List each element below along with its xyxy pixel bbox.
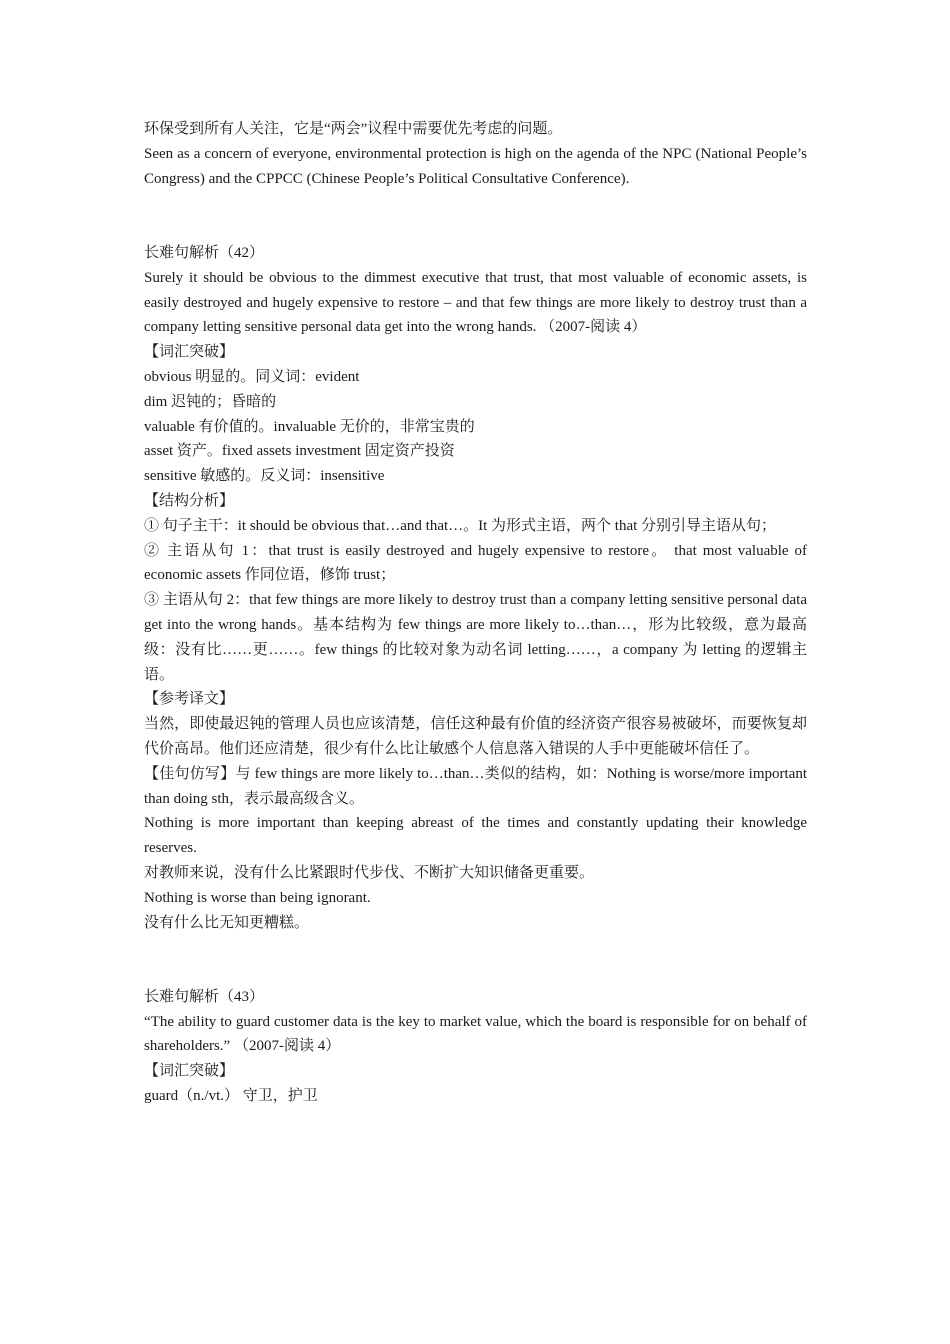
- translation-heading: 【参考译文】: [144, 691, 235, 708]
- section-spacer: [144, 935, 807, 985]
- structure-heading: 【结构分析】: [144, 492, 235, 509]
- imitation-note: 【佳句仿写】与 few things are more likely to…than…类似的结构，如：Nothing is worse/more important than doing sth，表示最高级含义。: [144, 765, 807, 807]
- example-translation: 对教师来说，没有什么比紧跟时代步伐、不断扩大知识储备更重要。: [144, 864, 595, 881]
- vocab-item: obvious 明显的。同义词：evident: [144, 368, 360, 385]
- structure-item: ② 主语从句 1：that trust is easily destroyed and hugely expensive to restore。 that most valuable of economic assets 作同位语，修饰 trust；: [144, 542, 807, 584]
- example-sentence: Nothing is more important than keeping abreast of the times and constantly updating their knowledge reserves.: [144, 815, 807, 857]
- document-page: [144, 117, 807, 1109]
- vocab-item: guard（n./vt.） 守卫，护卫: [144, 1088, 318, 1105]
- section-43: [144, 985, 807, 1109]
- translation-text: 当然，即使最迟钝的管理人员也应该清楚，信任这种最有价值的经济资产很容易被破坏，而要恢复却代价高昂。他们还应清楚，很少有什么比让敏感个人信息落入错误的人手中更能破坏信任了。: [144, 716, 807, 757]
- intro-chinese: 环保受到所有人关注，它是“两会”议程中需要优先考虑的问题。: [144, 121, 563, 137]
- structure-item: ① 句子主干：it should be obvious that…and that…。It 为形式主语，两个 that 分别引导主语从句；: [144, 517, 777, 534]
- section-42: [144, 241, 807, 935]
- vocab-heading: 【词汇突破】: [144, 344, 235, 361]
- vocab-item: dim 迟钝的；昏暗的: [144, 393, 277, 410]
- vocab-item: asset 资产。fixed assets investment 固定资产投资: [144, 443, 455, 460]
- vocab-heading: 【词汇突破】: [144, 1063, 235, 1080]
- example-sentence: Nothing is worse than being ignorant.: [144, 889, 371, 906]
- section-title: 长难句解析（42）: [144, 244, 265, 261]
- intro-english: Seen as a concern of everyone, environmental protection is high on the agenda of the NPC (National People’s Congress) and the CPPCC (Chinese People’s Political Consultative Conference).: [144, 145, 807, 187]
- structure-item: ③ 主语从句 2：that few things are more likely to destroy trust than a company letting sensitive personal data get into the wrong hands。基本结构为 few things are more likely to…than…，形为比较级，意为最高级：没有比……更……。few things 的比较对象为动名词 letting……，a company 为 letting 的逻辑主语。: [144, 592, 807, 683]
- example-translation: 没有什么比无知更糟糕。: [144, 914, 310, 931]
- section-spacer: [144, 191, 807, 241]
- section-title: 长难句解析（43）: [144, 988, 265, 1005]
- analyzed-sentence: Surely it should be obvious to the dimmest executive that trust, that most valuable of economic assets, is easily destroyed and hugely expensive to restore – and that few things are more likely to destroy trust than a company letting sensitive personal data get into the wrong hands. （2007-阅读 4）: [144, 269, 807, 336]
- vocab-item: valuable 有价值的。invaluable 无价的，非常宝贵的: [144, 418, 475, 435]
- vocab-item: sensitive 敏感的。反义词：insensitive: [144, 468, 385, 485]
- analyzed-sentence: “The ability to guard customer data is the key to market value, which the board is responsible for on behalf of shareholders.” （2007-阅读 4）: [144, 1013, 807, 1055]
